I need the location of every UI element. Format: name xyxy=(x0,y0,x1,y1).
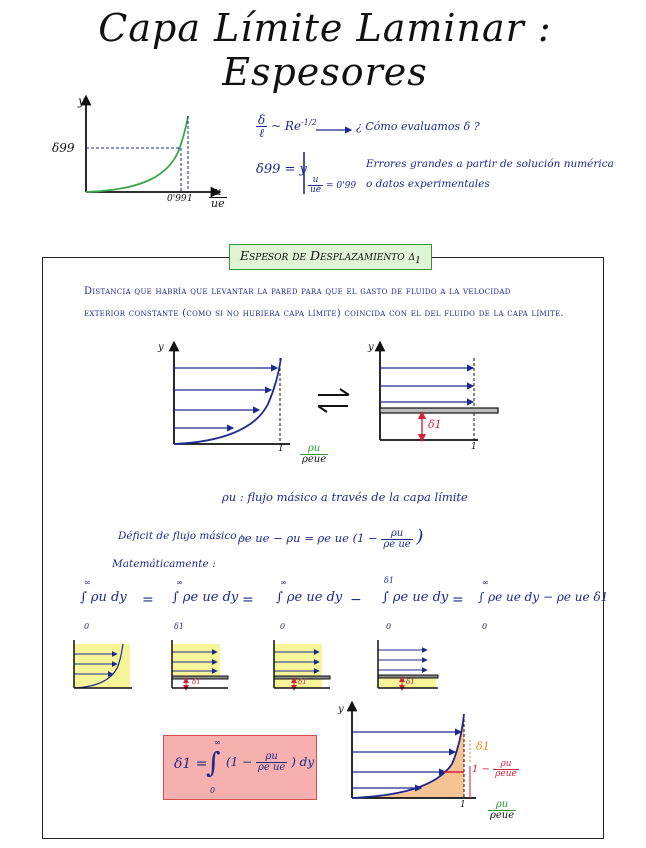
mini-diagram-1 xyxy=(72,640,134,692)
mini-delta-4: δ1 xyxy=(406,678,415,686)
question-text: ¿ Cómo evaluamos δ ? xyxy=(356,120,480,133)
bl-arrow-diagram xyxy=(160,340,310,460)
note-line-2: o datos experimentales xyxy=(366,178,490,190)
tick-1: 1 xyxy=(187,194,193,204)
delta99-label: δ99 xyxy=(52,141,75,155)
deficit-equation: ρe ue − ρu = ρe ue (1 − $\frac{\rho u}{\text{ρe ue}}$ ) xyxy=(238,526,424,550)
note-line-1: Errores grandes a partir de solución numérica xyxy=(366,158,614,170)
mini-diagram-2 xyxy=(170,640,232,692)
integral-3-upper: ∞ xyxy=(280,578,287,587)
rho-u-description: ρu : flujo másico a través de la capa límite xyxy=(222,490,468,504)
final-diag-xlabel: $\frac{\rho u}{\text{ρeue}}$ xyxy=(490,799,515,821)
eq-sign-3: = xyxy=(452,592,464,608)
deficit-label: Déficit de flujo másico : xyxy=(118,530,244,542)
eq-sign-1: = xyxy=(142,592,154,608)
diag-left-y: y xyxy=(158,342,164,353)
integral-1-upper: ∞ xyxy=(84,578,91,587)
page-title: Capa Límite Laminar : Espesores xyxy=(98,6,552,94)
final-diag-y: y xyxy=(338,704,344,715)
final-integrand: (1 − $\frac{\rho u}{\text{ρe ue}}$ ) dy xyxy=(226,751,315,773)
final-integral-sign: ∫ xyxy=(206,746,221,779)
x-axis-ratio: $\frac{u}{ue}$ xyxy=(211,185,225,210)
bl-profile-curve xyxy=(86,116,188,192)
final-diagram xyxy=(336,702,516,812)
axis-y-label: y xyxy=(78,94,85,108)
final-lhs: δ1 = xyxy=(174,756,208,772)
integral-4: ∫ ρe ue dy xyxy=(382,590,449,605)
integral-4-upper: δ1 xyxy=(384,576,394,585)
final-upper: ∞ xyxy=(214,738,221,747)
minus-sign: − xyxy=(350,592,362,608)
integral-2: ∫ ρe ue dy xyxy=(172,590,239,605)
uniform-flow-diagram xyxy=(368,340,508,450)
integral-4-lower: 0 xyxy=(386,622,392,631)
section-label: Espesor de Desplazamiento $\delta_1$ xyxy=(229,244,432,270)
integral-5: ∫ ρe ue dy − ρe ue δ1 xyxy=(478,590,609,604)
mini-delta-2: δ1 xyxy=(192,678,201,686)
equivalence-arrows xyxy=(316,388,352,414)
definition-line-1: Distancia que habría que levantar la pared para que el gasto de fluido a la velocidad xyxy=(84,286,511,297)
scaling-formula: $\frac{\delta}{\text{ℓ}}$ ~ $Re^{-1/2}$ xyxy=(258,113,317,140)
final-diag-delta: δ1 xyxy=(476,740,490,753)
delta99-definition: δ99 = y xyxy=(256,162,307,177)
integral-2-lower: δ1 xyxy=(174,622,184,631)
diag-right-y: y xyxy=(368,342,374,353)
diag-left-tick: 1 xyxy=(278,444,284,454)
eval-bar xyxy=(302,152,306,194)
diag-right-delta: δ1 xyxy=(428,418,442,431)
diag-left-xlabel: $\frac{\rho u}{\text{ρeue}}$ xyxy=(302,443,327,465)
final-diag-tick: 1 xyxy=(460,800,466,810)
integral-5-upper: ∞ xyxy=(482,578,489,587)
integral-1-lower: 0 xyxy=(84,622,90,631)
delta99-condition: $\frac{u}{ue}$ = 0'99 xyxy=(310,175,357,195)
diag-right-tick: 1 xyxy=(471,442,477,452)
final-diag-expr: 1 − $\frac{\rho u}{\text{ρeue}}$ xyxy=(472,759,517,779)
integral-5-lower: 0 xyxy=(482,622,488,631)
math-label: Matemáticamente : xyxy=(112,558,216,570)
integral-1: ∫ ρu dy xyxy=(80,590,127,605)
mini-delta-3: δ1 xyxy=(298,678,307,686)
integral-3-lower: 0 xyxy=(280,622,286,631)
tick-099: 0'99 xyxy=(167,194,187,204)
eq-sign-2: = xyxy=(242,592,254,608)
arrow-to-question xyxy=(316,126,356,134)
integral-2-upper: ∞ xyxy=(176,578,183,587)
final-lower: 0 xyxy=(210,786,216,795)
integral-3: ∫ ρe ue dy xyxy=(276,590,343,605)
definition-line-2: exterior constante (como si no hubiera capa límite) coincida con el del fluido de la capa límite. xyxy=(84,308,564,319)
